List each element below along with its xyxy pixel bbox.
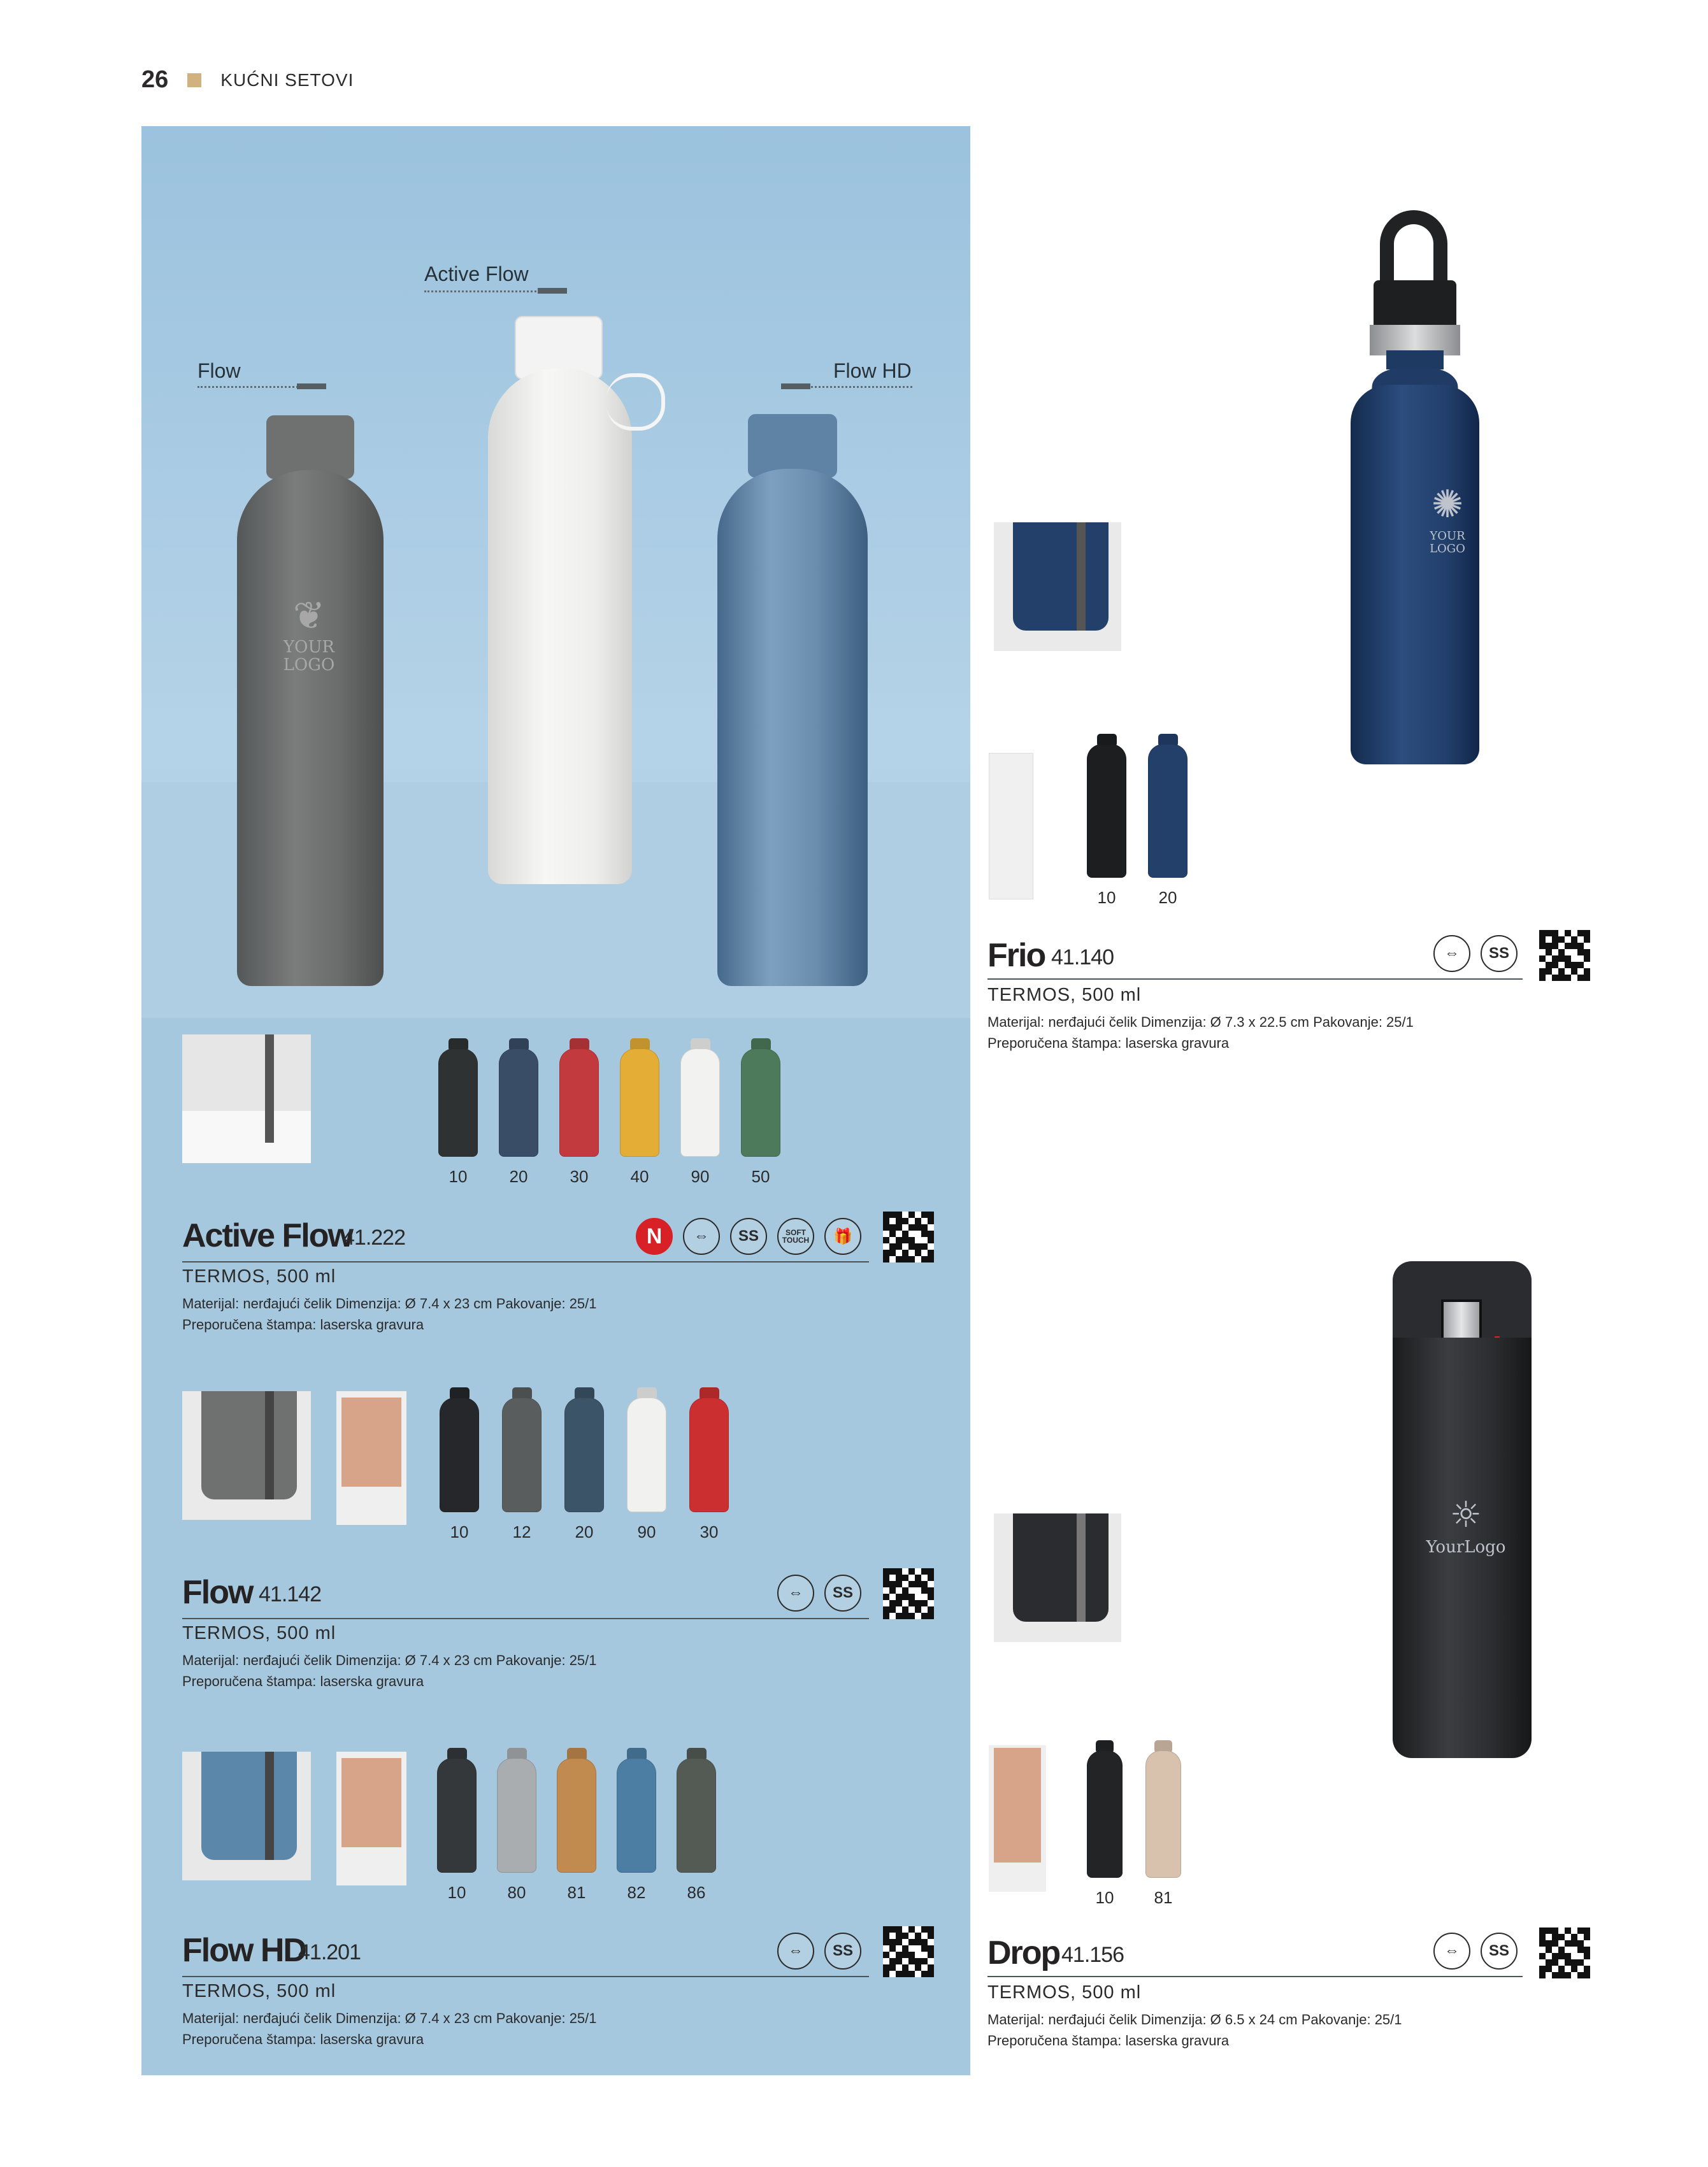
frio-engraved-logo: [1416, 479, 1479, 555]
stainless-steel-icon: SS: [1481, 1933, 1518, 1970]
rule: [182, 1976, 869, 1977]
color-code: 86: [687, 1883, 706, 1902]
frio-code: 41.140: [1051, 945, 1114, 969]
mandala-icon: ✺: [1431, 482, 1464, 527]
drop-detail-photo: [994, 1513, 1121, 1642]
frio-subtitle: TERMOS, 500 ml: [987, 985, 1142, 1005]
active-flow-code: 41.222: [343, 1226, 405, 1250]
frio-detail-photo: [994, 522, 1121, 651]
active-flow-bottle: [488, 368, 632, 884]
qr-code-icon[interactable]: [883, 1212, 934, 1262]
callout-dash: [297, 383, 326, 389]
qr-code-icon[interactable]: [883, 1568, 934, 1619]
color-code: 12: [512, 1522, 531, 1541]
flow-hd-code: 41.201: [298, 1940, 361, 1964]
color-code: 90: [691, 1167, 710, 1186]
color-swatch[interactable]: [620, 1048, 659, 1157]
gift-box-icon: 🎁: [824, 1218, 861, 1255]
flow-hd-bottle: [717, 469, 868, 986]
spec-line: Materijal: nerđajući čelik Dimenzija: Ø 6.5 x 24 cm Pakovanje: 25/1: [987, 2012, 1402, 2028]
drop-name: Drop: [987, 1935, 1060, 1971]
spec-line: Materijal: nerđajući čelik Dimenzija: Ø 7.3 x 22.5 cm Pakovanje: 25/1: [987, 1014, 1414, 1030]
stainless-steel-icon: SS: [1481, 935, 1518, 972]
thermos-icon: ⇔: [683, 1218, 720, 1255]
color-code: 81: [567, 1883, 586, 1902]
spec-line: Preporučena štampa: laserska gravura: [182, 2031, 424, 2047]
blue-panel: [141, 126, 970, 2075]
soft-touch-icon: SOFT TOUCH: [777, 1218, 814, 1255]
color-code: 30: [570, 1167, 589, 1186]
color-swatch[interactable]: [557, 1758, 596, 1873]
active-flow-subtitle: TERMOS, 500 ml: [182, 1266, 336, 1287]
flow-hd-name: Flow HD: [182, 1932, 306, 1969]
color-swatch[interactable]: [617, 1758, 656, 1873]
color-code: 40: [630, 1167, 649, 1186]
color-swatch[interactable]: [559, 1048, 599, 1157]
drop-engraved-logo: [1418, 1493, 1514, 1557]
color-code: 10: [447, 1883, 466, 1902]
header-square-icon: [187, 73, 201, 87]
stainless-steel-icon: SS: [824, 1575, 861, 1612]
active-flow-detail-photo: [182, 1034, 311, 1163]
color-swatch[interactable]: [627, 1398, 666, 1512]
color-code: 10: [1097, 888, 1116, 907]
rule: [182, 1618, 869, 1619]
frio-specs: [987, 1012, 1414, 1054]
color-code: 82: [627, 1883, 646, 1902]
color-swatch[interactable]: [1145, 1750, 1181, 1878]
callout-flow: Flow: [197, 359, 241, 382]
section-title: KUĆNI SETOVI: [220, 69, 354, 90]
thermos-icon: ⇔: [1433, 935, 1470, 972]
color-swatch[interactable]: [564, 1398, 604, 1512]
drop-subtitle: TERMOS, 500 ml: [987, 1982, 1142, 2003]
frio-name: Frio: [987, 937, 1045, 974]
thermos-icon: ⇔: [777, 1575, 814, 1612]
color-swatch[interactable]: [440, 1398, 479, 1512]
color-code: 50: [751, 1167, 770, 1186]
logo-text: YOUR LOGO: [283, 638, 335, 675]
drop-specs: [987, 2009, 1402, 2051]
spec-line: Preporučena štampa: laserska gravura: [987, 2033, 1230, 2049]
color-code: 81: [1154, 1888, 1173, 1907]
callout-line: [424, 290, 552, 292]
qr-code-icon[interactable]: [883, 1926, 934, 1977]
flow-hd-subtitle: TERMOS, 500 ml: [182, 1981, 336, 2001]
color-swatch[interactable]: [741, 1048, 780, 1157]
logo-text: YOUR LOGO: [1430, 529, 1465, 555]
frio-gift-box: [989, 753, 1033, 899]
flow-hd-specs: [182, 2008, 597, 2050]
strap: [606, 373, 665, 431]
stainless-steel-icon: SS: [824, 1933, 861, 1970]
color-code: 90: [637, 1522, 656, 1541]
drop-code: 41.156: [1061, 1943, 1124, 1967]
bottle-cap: [748, 414, 837, 478]
rule: [987, 978, 1523, 980]
flow-specs: [182, 1650, 597, 1692]
color-swatch[interactable]: [437, 1758, 477, 1873]
color-code: 30: [700, 1522, 719, 1541]
spec-line: Preporučena štampa: laserska gravura: [182, 1673, 424, 1689]
thermos-icon: ⇔: [777, 1933, 814, 1970]
callout-line: [197, 386, 306, 388]
spec-line: Preporučena štampa: laserska gravura: [987, 1035, 1230, 1051]
stainless-steel-icon: SS: [730, 1218, 767, 1255]
flow-code: 41.142: [259, 1582, 321, 1606]
bottle-cap: [266, 415, 354, 479]
color-swatch[interactable]: [1148, 744, 1188, 878]
flow-subtitle: TERMOS, 500 ml: [182, 1623, 336, 1643]
flow-name: Flow: [182, 1574, 253, 1611]
color-swatch[interactable]: [680, 1048, 720, 1157]
rule: [987, 1976, 1523, 1977]
spec-line: Materijal: nerđajući čelik Dimenzija: Ø 7.4 x 23 cm Pakovanje: 25/1: [182, 2010, 597, 2026]
frio-neck: [1386, 350, 1444, 369]
callout-active-flow: Active Flow: [424, 262, 529, 285]
color-code: 80: [507, 1883, 526, 1902]
color-code: 10: [450, 1522, 469, 1541]
qr-code-icon[interactable]: [1539, 930, 1590, 981]
color-swatch[interactable]: [689, 1398, 729, 1512]
color-swatch[interactable]: [438, 1048, 478, 1157]
active-flow-specs: [182, 1293, 597, 1335]
flow-hd-gift-box: [336, 1752, 406, 1885]
frio-cap: [1374, 280, 1456, 331]
flow-hd-detail-photo: [182, 1752, 311, 1880]
new-icon: N: [636, 1218, 673, 1255]
engraved-logo: [268, 594, 350, 674]
color-swatch[interactable]: [1087, 1750, 1123, 1878]
color-swatch[interactable]: [1087, 744, 1126, 878]
hero-photo: [141, 126, 970, 1018]
spec-line: Materijal: nerđajući čelik Dimenzija: Ø 7.4 x 23 cm Pakovanje: 25/1: [182, 1652, 597, 1668]
color-code: 20: [509, 1167, 528, 1186]
logo-text: YourLogo: [1426, 1538, 1506, 1557]
page-header: [141, 66, 354, 94]
color-swatch[interactable]: [499, 1048, 538, 1157]
flow-gift-box: [336, 1391, 406, 1525]
tree-icon: ❦: [292, 594, 326, 638]
drop-gift-box: [989, 1745, 1046, 1892]
color-swatch[interactable]: [677, 1758, 716, 1873]
color-swatch[interactable]: [497, 1758, 536, 1873]
flow-detail-photo: [182, 1391, 311, 1520]
active-flow-name: Active Flow: [182, 1217, 352, 1254]
callout-dash: [538, 288, 567, 294]
color-swatch[interactable]: [502, 1398, 542, 1512]
rule: [182, 1261, 869, 1262]
callout-dash: [781, 383, 810, 389]
thermos-icon: ⇔: [1433, 1933, 1470, 1970]
qr-code-icon[interactable]: [1539, 1927, 1590, 1978]
color-code: 20: [1158, 888, 1177, 907]
page-number: 26: [141, 66, 169, 93]
sunrise-icon: ☼: [1449, 1494, 1482, 1536]
color-code: 10: [1095, 1888, 1114, 1907]
color-code: 20: [575, 1522, 594, 1541]
spec-line: Preporučena štampa: laserska gravura: [182, 1317, 424, 1333]
callout-flow-hd: Flow HD: [833, 359, 912, 382]
frio-bottle: [1351, 385, 1479, 764]
spec-line: Materijal: nerđajući čelik Dimenzija: Ø 7.4 x 23 cm Pakovanje: 25/1: [182, 1296, 597, 1312]
color-code: 10: [449, 1167, 468, 1186]
flow-bottle: [237, 470, 384, 986]
